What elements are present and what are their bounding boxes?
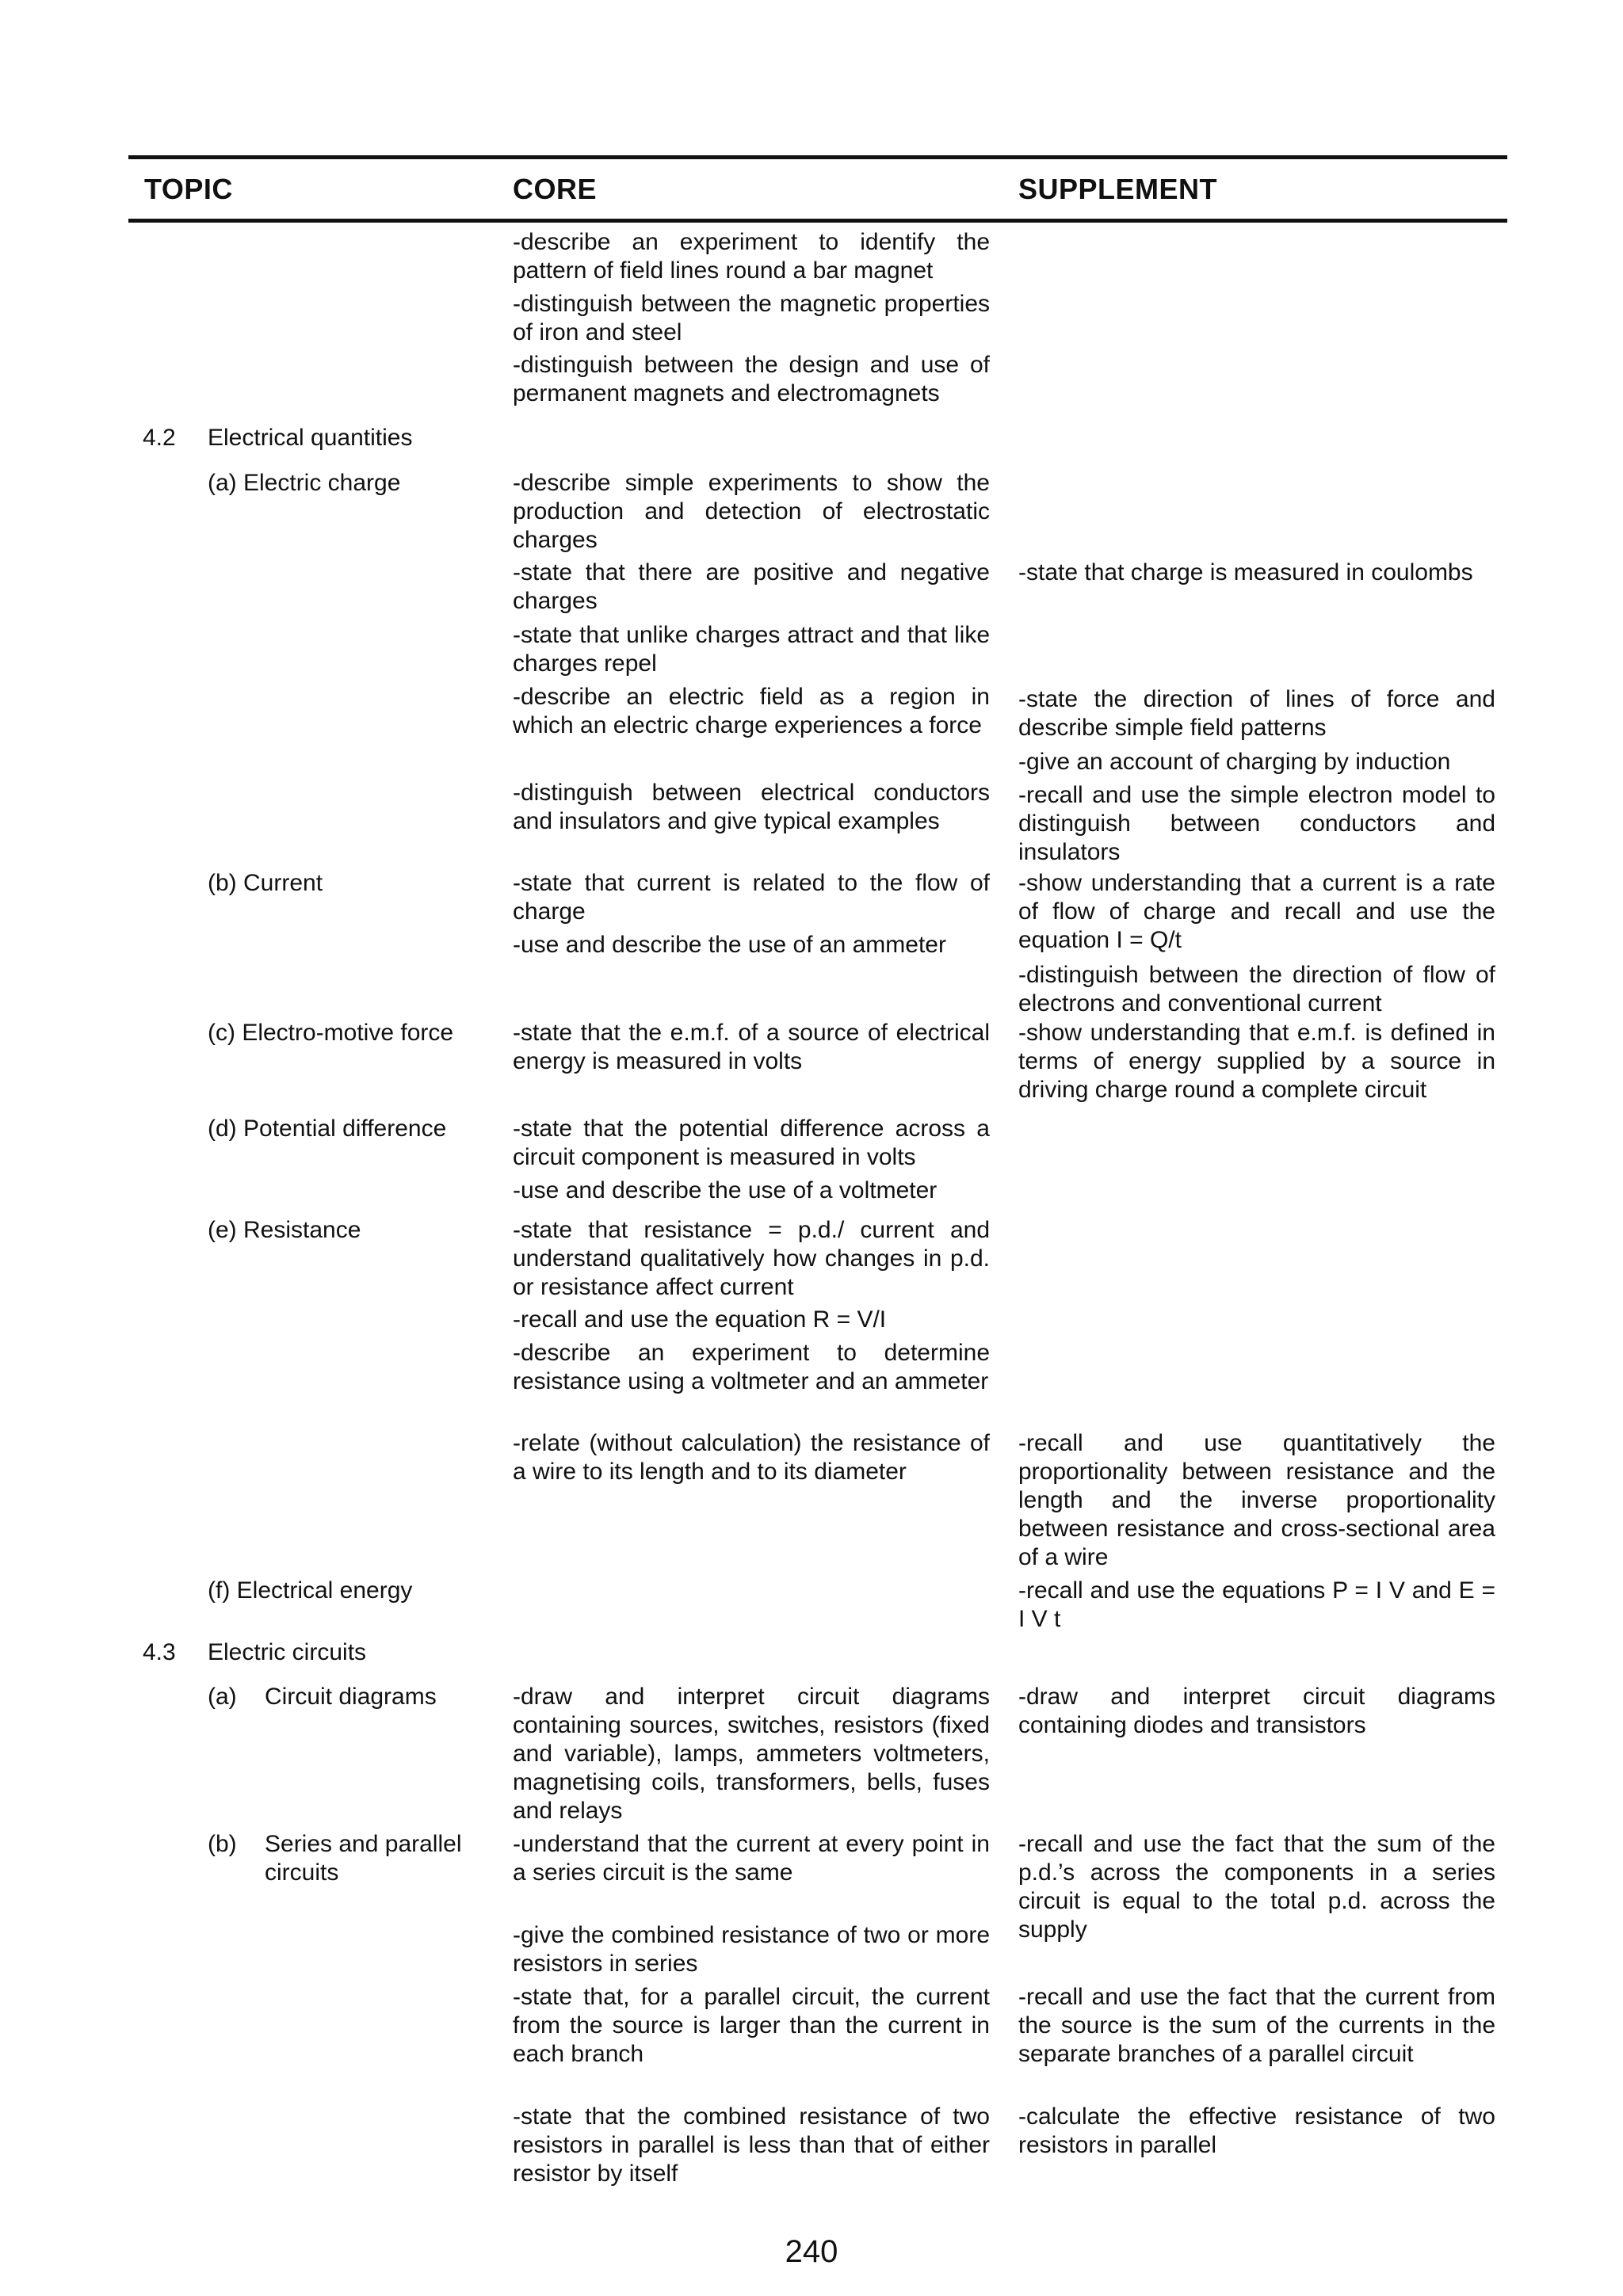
- core-text: -state that the e.m.f. of a source of electrical energy is measured in volts: [513, 1020, 990, 1074]
- topic-letter: (b): [208, 1831, 237, 1857]
- supplement-text: -distinguish between the direction of flow of electrons and conventional current: [1018, 962, 1495, 1016]
- supplement-text: -show understanding that e.m.f. is defined in terms of energy supplied by a source in driving charge round a complete circuit: [1018, 1020, 1495, 1103]
- topic-label: (c) Electro-motive force: [208, 1020, 454, 1046]
- core-text: -state that the potential difference across a circuit component is measured in volts: [513, 1116, 990, 1170]
- core-text: -relate (without calculation) the resistance of a wire to its length and to its diameter: [513, 1430, 990, 1485]
- section-number: 4.3: [143, 1639, 176, 1665]
- supplement-text: -recall and use the equations P = I V and E = I V t: [1018, 1577, 1495, 1632]
- core-text: -state that, for a parallel circuit, the current from the source is larger than the current in each branch: [513, 1984, 990, 2067]
- core-text: -distinguish between the design and use of permanent magnets and electromagnets: [513, 352, 990, 406]
- core-text: -state that the combined resistance of two resistors in parallel is less than that of either resistor by itself: [513, 2103, 990, 2187]
- supplement-text: -recall and use the fact that the sum of the p.d.’s across the components in a series circuit is equal to the total p.d. across the supply: [1018, 1831, 1495, 1943]
- topic-label: (e) Resistance: [208, 1217, 361, 1243]
- supplement-text: -recall and use the fact that the current from the source is the sum of the currents in the separate branches of a parallel circuit: [1018, 1984, 1495, 2067]
- topic-label: Circuit diagrams: [265, 1684, 437, 1710]
- supplement-text: -recall and use quantitatively the proportionality between resistance and the length and the inverse proportionality between resistance and cross-sectional area of a wire: [1018, 1430, 1495, 1570]
- table-header-rule: [128, 219, 1507, 223]
- header-core: CORE: [513, 173, 598, 205]
- topic-letter: (a): [208, 1684, 237, 1710]
- header-supplement: SUPPLEMENT: [1018, 173, 1218, 205]
- core-text: -distinguish between electrical conductors and insulators and give typical examples: [513, 780, 990, 834]
- core-text: -state that unlike charges attract and that like charges repel: [513, 622, 990, 677]
- topic-label: (a) Electric charge: [208, 470, 401, 496]
- core-text: -distinguish between the magnetic properties of iron and steel: [513, 291, 990, 345]
- topic-label: Series and parallel circuits: [265, 1831, 462, 1886]
- supplement-text: -state the direction of lines of force and describe simple field patterns: [1018, 686, 1495, 741]
- section-title: Electrical quantities: [208, 425, 413, 451]
- core-text: -state that current is related to the flow of charge: [513, 870, 990, 925]
- table-top-rule: [128, 155, 1507, 159]
- core-text: -give the combined resistance of two or more resistors in series: [513, 1922, 990, 1977]
- core-text: -use and describe the use of a voltmeter: [513, 1177, 938, 1203]
- core-text: -describe an experiment to identify the pattern of field lines round a bar magnet: [513, 229, 990, 284]
- core-text: -describe an electric field as a region in which an electric charge experiences a force: [513, 684, 990, 738]
- topic-label: (f) Electrical energy: [208, 1577, 413, 1604]
- core-text: -understand that the current at every point in a series circuit is the same: [513, 1831, 990, 1886]
- core-text: -recall and use the equation R = V/I: [513, 1306, 887, 1333]
- topic-label: (b) Current: [208, 870, 323, 896]
- core-text: -state that there are positive and negative charges: [513, 559, 990, 614]
- supplement-text: -recall and use the simple electron model to distinguish between conductors and insulators: [1018, 782, 1495, 865]
- section-title: Electric circuits: [208, 1639, 367, 1665]
- supplement-text: -give an account of charging by induction: [1018, 749, 1451, 775]
- supplement-text: -calculate the effective resistance of two resistors in parallel: [1018, 2103, 1495, 2158]
- header-topic: TOPIC: [144, 173, 233, 205]
- topic-label: (d) Potential difference: [208, 1116, 447, 1142]
- section-number: 4.2: [143, 425, 176, 451]
- core-text: -draw and interpret circuit diagrams containing sources, switches, resistors (fixed and variable), lamps, ammeters voltmeters, magnetising coils, transformers, bells, fuses and relays: [513, 1684, 990, 1824]
- supplement-text: -state that charge is measured in coulombs: [1018, 559, 1473, 585]
- supplement-text: -show understanding that a current is a rate of flow of charge and recall and use the equation I = Q/t: [1018, 870, 1495, 953]
- page-number: 240: [785, 2234, 838, 2269]
- core-text: -use and describe the use of an ammeter: [513, 932, 946, 958]
- supplement-text: -draw and interpret circuit diagrams containing diodes and transistors: [1018, 1684, 1495, 1738]
- core-text: -describe simple experiments to show the production and detection of electrostatic charges: [513, 470, 990, 553]
- core-text: -state that resistance = p.d./ current and understand qualitatively how changes in p.d. or resistance affect current: [513, 1217, 990, 1300]
- core-text: -describe an experiment to determine resistance using a voltmeter and an ammeter: [513, 1340, 990, 1394]
